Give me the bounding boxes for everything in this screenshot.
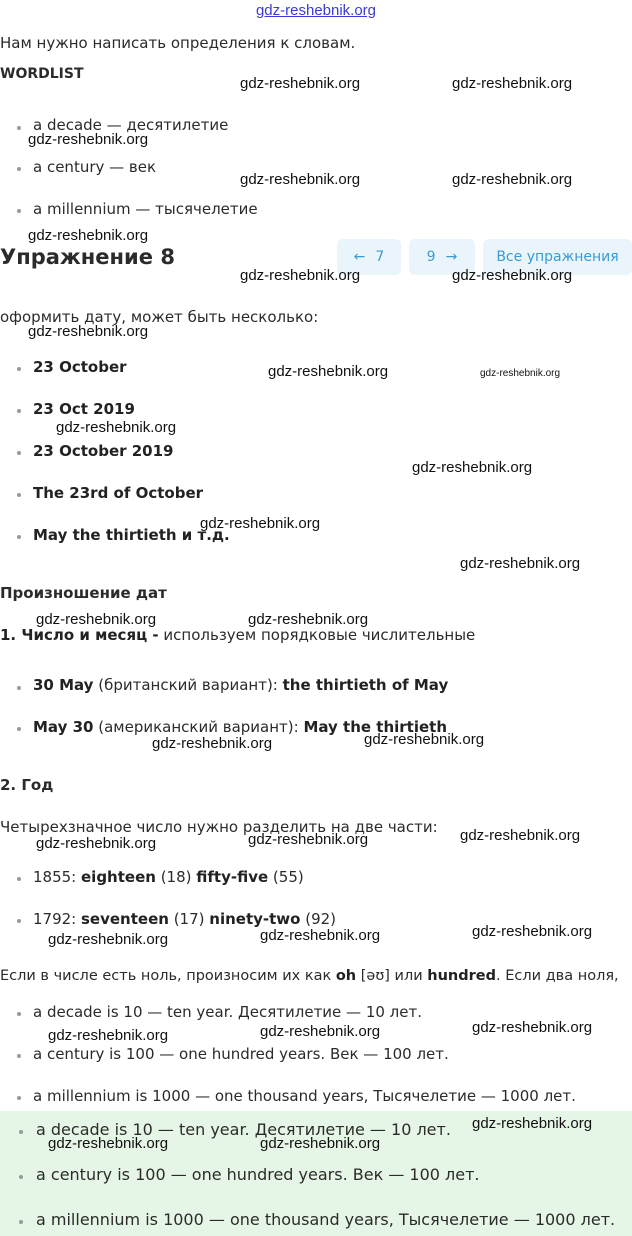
point-1-bold: 1. Число и месяц - — [0, 626, 159, 644]
bullet-icon — [17, 877, 21, 881]
watermark: gdz-reshebnik.org — [48, 931, 169, 948]
watermark: gdz-reshebnik.org — [248, 831, 369, 848]
watermark: gdz-reshebnik.org — [460, 827, 581, 844]
wordlist-item: a millennium — тысячелетие — [33, 200, 258, 218]
pronunciation-example — [33, 676, 448, 694]
answer-item: a millennium is 1000 — one thousand years, Тысячелетие — 1000 лет. — [36, 1210, 616, 1229]
watermark: gdz-reshebnik.org — [36, 611, 157, 628]
bullet-icon — [17, 727, 21, 731]
answer-item: a decade is 10 — ten year. Десятилетие — 10 лет. — [36, 1120, 451, 1139]
zero-rule-text: [əʊ] или — [356, 968, 428, 984]
bullet-icon — [17, 451, 21, 455]
watermark: gdz-reshebnik.org — [472, 1115, 593, 1132]
zero-rule — [0, 968, 619, 984]
example-variant: (американский вариант): — [93, 718, 304, 736]
watermark: gdz-reshebnik.org — [472, 1019, 593, 1036]
watermark: gdz-reshebnik.org — [240, 267, 361, 284]
bullet-icon — [17, 919, 21, 923]
next-exercise-label: 9 — [426, 249, 436, 265]
bullet-icon — [17, 409, 21, 413]
definition-item: a century is 100 — one hundred years. Век — 100 лет. — [33, 1045, 449, 1063]
bullet-icon — [17, 126, 21, 130]
watermark: gdz-reshebnik.org — [240, 171, 361, 188]
date-item: 23 Oct 2019 — [33, 400, 135, 418]
watermark: gdz-reshebnik.org — [260, 1023, 381, 1040]
example-spoken: May the thirtieth — [303, 718, 448, 736]
watermark: gdz-reshebnik.org — [452, 75, 573, 92]
exercise-title: Упражнение 8 — [0, 245, 175, 269]
watermark: gdz-reshebnik.org — [28, 227, 149, 244]
wordlist-item: a century — век — [33, 158, 157, 176]
date-intro: оформить дату, может быть несколько: — [0, 308, 319, 326]
zero-rule-oh: oh — [335, 968, 357, 984]
year-part-2: ninety-two — [209, 910, 301, 928]
answer-item: a century is 100 — one hundred years. Век — 100 лет. — [36, 1165, 480, 1184]
example-date: 30 May — [33, 676, 94, 694]
year-part-1-num: (18) — [155, 868, 197, 886]
watermark: gdz-reshebnik.org — [460, 555, 581, 572]
watermark: gdz-reshebnik.org — [452, 171, 573, 188]
year-part-2-num: (92) — [300, 910, 337, 928]
watermark: gdz-reshebnik.org — [260, 927, 381, 944]
example-date: May 30 — [33, 718, 94, 736]
watermark: gdz-reshebnik.org — [248, 611, 369, 628]
point-1-text: используем порядковые числительные — [158, 626, 476, 644]
year-part-1: eighteen — [81, 868, 156, 886]
example-spoken: the thirtieth of May — [282, 676, 449, 694]
watermark: gdz-reshebnik.org — [200, 515, 321, 532]
year-part-1-num: (17) — [168, 910, 210, 928]
bullet-icon — [19, 1175, 23, 1179]
date-item: 23 October — [33, 358, 127, 376]
year-example — [33, 910, 336, 928]
watermark: gdz-reshebnik.org — [28, 131, 149, 148]
watermark: gdz-reshebnik.org — [472, 923, 593, 940]
watermark: gdz-reshebnik.org — [268, 363, 389, 380]
year-part-2-num: (55) — [268, 868, 304, 886]
bullet-icon — [19, 1220, 23, 1224]
year-heading: 2. Год — [0, 776, 54, 794]
watermark: gdz-reshebnik.org — [452, 267, 573, 284]
pronunciation-point-1 — [0, 626, 475, 644]
watermark: gdz-reshebnik.org — [260, 1135, 381, 1152]
all-exercises-label: Все упражнения — [496, 249, 619, 265]
year-part-1: seventeen — [81, 910, 169, 928]
watermark: gdz-reshebnik.org — [152, 735, 273, 752]
watermark: gdz-reshebnik.org — [240, 75, 361, 92]
pronunciation-heading: Произношение дат — [0, 584, 167, 602]
watermark: gdz-reshebnik.org — [412, 459, 533, 476]
date-item-suffix: и т.д. — [176, 526, 230, 544]
arrow-left-icon: ← — [353, 249, 366, 265]
wordlist-item: a decade — десятилетие — [33, 116, 229, 134]
definition-item: a millennium is 1000 — one thousand years, Тысячелетие — 1000 лет. — [33, 1087, 576, 1105]
wordlist-heading: WORDLIST — [0, 66, 84, 82]
year-example — [33, 868, 304, 886]
bullet-icon — [17, 686, 21, 690]
date-item-text: May the thirtieth — [33, 526, 177, 544]
zero-rule-text: Если в числе есть ноль, произносим их как — [0, 968, 336, 984]
watermark: gdz-reshebnik.org — [36, 835, 157, 852]
bullet-icon — [17, 1012, 21, 1016]
definition-item: a decade is 10 — ten year. Десятилетие — 10 лет. — [33, 1003, 422, 1021]
year-intro: Четырехзначное число нужно разделить на две части: — [0, 818, 438, 836]
prev-exercise-label: 7 — [375, 249, 385, 265]
watermark: gdz-reshebnik.org — [364, 731, 485, 748]
zero-rule-hundred: hundred — [427, 968, 496, 984]
bullet-icon — [17, 535, 21, 539]
year-number: 1855: — [33, 868, 81, 886]
zero-rule-text: . Если два ноля, — [496, 968, 619, 984]
top-watermark[interactable]: gdz-reshebnik.org — [255, 2, 377, 19]
watermark: gdz-reshebnik.org — [48, 1027, 169, 1044]
year-number: 1792: — [33, 910, 81, 928]
intro-text: Нам нужно написать определения к словам. — [0, 34, 356, 52]
bullet-icon — [17, 367, 21, 371]
watermark: gdz-reshebnik.org — [28, 323, 149, 340]
year-part-2: fifty-five — [196, 868, 269, 886]
watermark: gdz-reshebnik.org — [480, 368, 561, 379]
date-item: 23 October 2019 — [33, 442, 174, 460]
date-item: The 23rd of October — [33, 484, 204, 502]
watermark: gdz-reshebnik.org — [56, 419, 177, 436]
bullet-icon — [19, 1130, 23, 1134]
watermark: gdz-reshebnik.org — [48, 1135, 169, 1152]
bullet-icon — [17, 209, 21, 213]
bullet-icon — [17, 167, 21, 171]
bullet-icon — [17, 493, 21, 497]
bullet-icon — [17, 1054, 21, 1058]
arrow-right-icon: → — [445, 249, 458, 265]
example-variant: (британский вариант): — [93, 676, 283, 694]
bullet-icon — [17, 1096, 21, 1100]
